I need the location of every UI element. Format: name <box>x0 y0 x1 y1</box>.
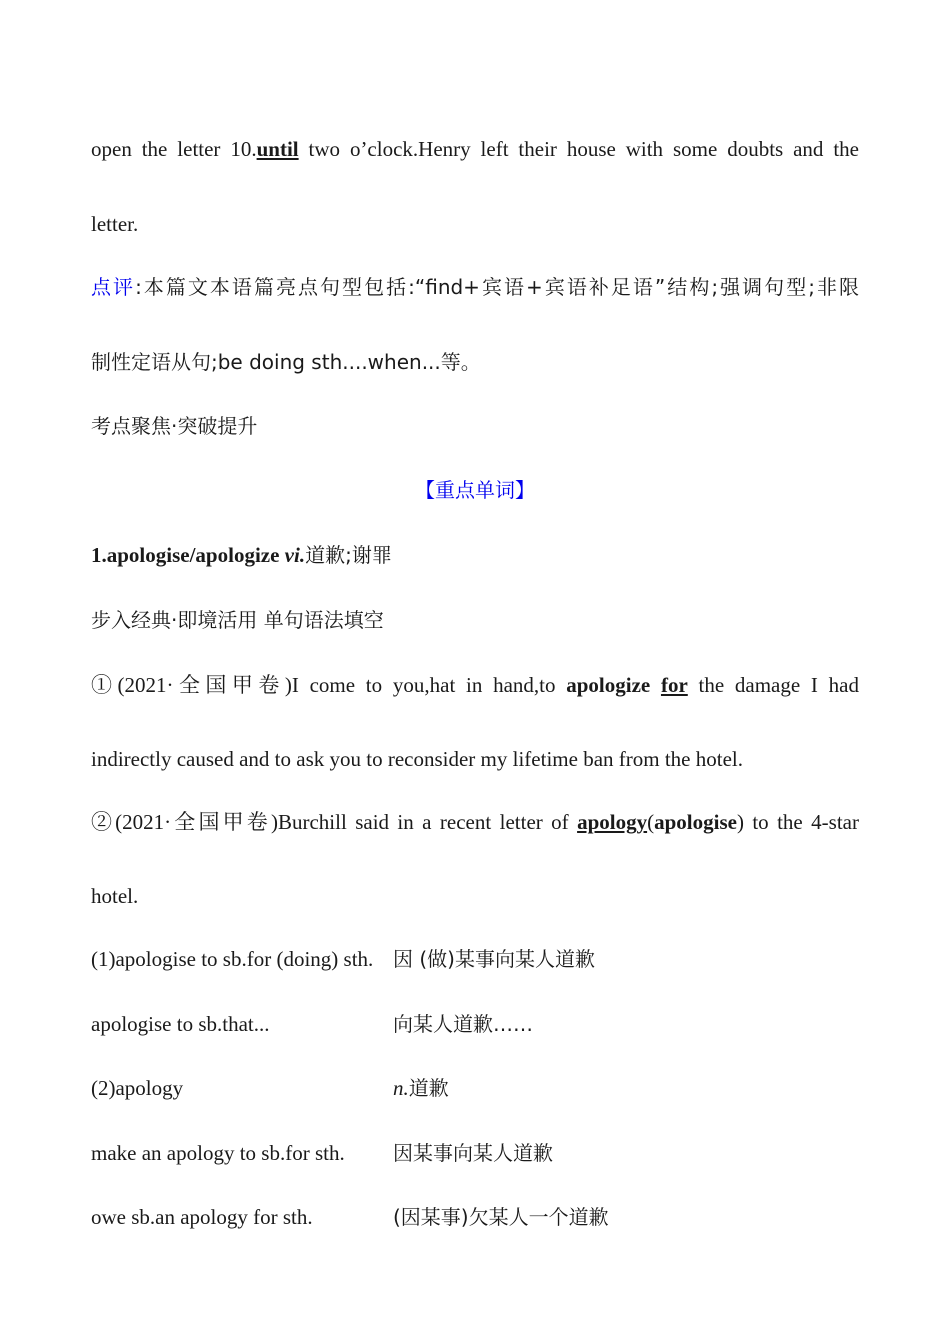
practice-heading: 步入经典·即境活用 单句语法填空 <box>91 608 384 632</box>
part-of-speech: vi. <box>284 543 306 567</box>
example-1-line-2: indirectly caused and to ask you to reconsider my lifetime ban from the hotel. <box>91 747 743 771</box>
phrase-pos: n. <box>393 1076 409 1100</box>
hint-word: apologise <box>654 810 737 834</box>
phrase-row <box>91 945 859 973</box>
phrase-row <box>91 1010 859 1038</box>
example-text: to the 4-star <box>743 810 859 834</box>
passage-text: two o’clock.Henry left their house with some doubts and the <box>298 137 859 161</box>
phrase-row <box>91 1139 859 1167</box>
phrase-english: make an apology to sb.for sth. <box>91 1141 345 1165</box>
phrase-english: (1)apologise to sb.for (doing) sth. <box>91 947 374 971</box>
phrase-chinese: 向某人道歉…… <box>393 1012 533 1036</box>
phrase-chinese: (因某事)欠某人一个道歉 <box>393 1205 609 1229</box>
example-text: ①(2021·全国甲卷)I come to you,hat in hand,to <box>91 673 567 697</box>
review-line-1 <box>91 273 859 301</box>
review-text: :本篇文本语篇亮点句型包括:“find+宾语+宾语补足语”结构;强调句型;非限 <box>135 275 860 299</box>
example-text: ②(2021·全国甲卷)Burchill said in a recent letter of <box>91 810 578 834</box>
entry-headword <box>91 541 859 569</box>
example-2-line-2: hotel. <box>91 884 139 908</box>
phrase-chinese: 道歉 <box>408 1076 449 1100</box>
phrase-english: owe sb.an apology for sth. <box>91 1205 313 1229</box>
section-heading: 考点聚焦·突破提升 <box>91 414 258 438</box>
review-label: 点评 <box>91 275 136 299</box>
passage-line-1 <box>91 135 859 163</box>
headword: 1.apologise/apologize <box>91 543 280 567</box>
phrase-chinese: 因某事向某人道歉 <box>393 1141 553 1165</box>
hint-paren: ) <box>736 810 744 834</box>
phrase-english: apologise to sb.that... <box>91 1012 270 1036</box>
document-page <box>91 0 859 1344</box>
hint-paren: ( <box>647 810 655 834</box>
example-text: the damage I had <box>687 673 859 697</box>
headword-meaning: 道歉;谢罪 <box>305 543 392 567</box>
example-2-line-1 <box>91 808 859 836</box>
phrase-chinese: 因 (做)某事向某人道歉 <box>393 947 595 971</box>
answer-for: for <box>660 673 688 697</box>
review-line-2: 制性定语从句;be doing sth....when...等。 <box>91 350 481 374</box>
passage-line-2: letter. <box>91 212 139 236</box>
answer-until: until <box>256 137 299 161</box>
answer-apology: apology <box>577 810 648 834</box>
key-words-heading: 【重点单词】 <box>415 478 535 502</box>
keyword-apologize: apologize <box>566 673 651 697</box>
phrase-english: (2)apology <box>91 1076 184 1100</box>
example-1-line-1 <box>91 671 859 699</box>
passage-text: open the letter 10. <box>91 137 257 161</box>
phrase-row <box>91 1203 859 1231</box>
phrase-row <box>91 1074 859 1102</box>
